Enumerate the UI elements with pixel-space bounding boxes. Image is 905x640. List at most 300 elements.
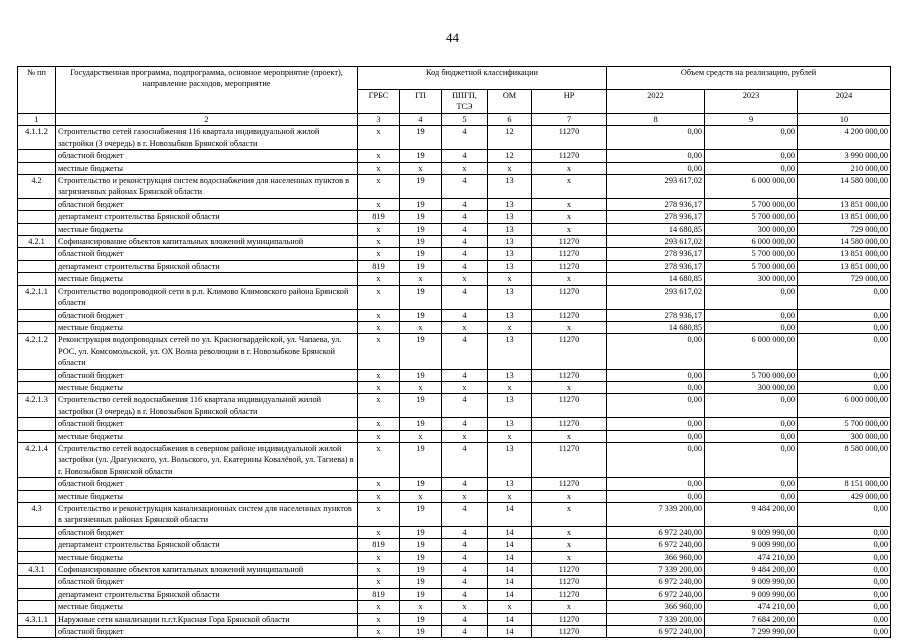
- row-name-cell: департамент строительства Брянской области: [56, 211, 358, 223]
- row-ppgp-cell: 4: [442, 613, 488, 625]
- row-2024-cell: 0,00: [798, 551, 891, 563]
- row-gp-cell: 19: [400, 236, 442, 248]
- row-2023-cell: 0,00: [705, 285, 798, 309]
- row-name-cell: областной бюджет: [56, 150, 358, 162]
- row-gp-cell: 19: [400, 211, 442, 223]
- row-nr-cell: x: [532, 503, 607, 527]
- row-nr-cell: x: [532, 601, 607, 613]
- row-ppgp-cell: 4: [442, 260, 488, 272]
- table-row: [18, 175, 891, 199]
- table-row: [18, 394, 891, 418]
- row-nr-cell: 11270: [532, 285, 607, 309]
- row-2022-cell: 366 960,00: [607, 551, 705, 563]
- row-number-cell: 4.3.1.1: [18, 613, 56, 625]
- col-number-10: 10: [798, 114, 891, 126]
- row-number-cell: 4.2.1.2: [18, 334, 56, 369]
- row-2022-cell: 6 972 240,00: [607, 626, 705, 638]
- row-nr-cell: 11270: [532, 334, 607, 369]
- row-number-cell: [18, 150, 56, 162]
- row-2022-cell: 0,00: [607, 490, 705, 502]
- row-2022-cell: 0,00: [607, 381, 705, 393]
- row-nr-cell: x: [532, 162, 607, 174]
- row-name-cell: Строительство и реконструкция систем водоснабжения для населенных пунктов в загрязненных районах Брянской области: [56, 175, 358, 199]
- row-grbs-cell: x: [358, 162, 400, 174]
- row-grbs-cell: x: [358, 321, 400, 333]
- row-name-cell: областной бюджет: [56, 418, 358, 430]
- row-2023-cell: 0,00: [705, 126, 798, 150]
- row-name-cell: Строительство сетей газоснабжения 116 квартала индивидуальной жилой застройки (3 очередь) в г. Новозыбков Брянской области: [56, 126, 358, 150]
- row-2022-cell: 0,00: [607, 162, 705, 174]
- row-2023-cell: 300 000,00: [705, 381, 798, 393]
- table-row: [18, 430, 891, 442]
- row-om-cell: 13: [488, 236, 532, 248]
- row-gp-cell: 19: [400, 175, 442, 199]
- row-name-cell: местные бюджеты: [56, 490, 358, 502]
- row-name-cell: Строительство сетей водоснабжения 116 квартала индивидуальной жилой застройки (3 очередь) в г. Новозыбков Брянской области: [56, 394, 358, 418]
- table-row: [18, 223, 891, 235]
- table-row: [18, 490, 891, 502]
- row-ppgp-cell: 4: [442, 576, 488, 588]
- row-grbs-cell: x: [358, 334, 400, 369]
- row-om-cell: x: [488, 490, 532, 502]
- row-gp-cell: x: [400, 273, 442, 285]
- row-2023-cell: 0,00: [705, 394, 798, 418]
- row-ppgp-cell: 4: [442, 503, 488, 527]
- row-2023-cell: 9 009 990,00: [705, 539, 798, 551]
- row-name-cell: Софинансирование объектов капитальных вложений муниципальной: [56, 564, 358, 576]
- row-2024-cell: 429 000,00: [798, 490, 891, 502]
- row-name-cell: областной бюджет: [56, 369, 358, 381]
- row-ppgp-cell: 4: [442, 334, 488, 369]
- row-ppgp-cell: 4: [442, 369, 488, 381]
- row-2022-cell: 6 972 240,00: [607, 526, 705, 538]
- row-grbs-cell: x: [358, 175, 400, 199]
- row-2024-cell: 3 990 000,00: [798, 150, 891, 162]
- header-num: № пп: [18, 67, 56, 114]
- row-om-cell: x: [488, 273, 532, 285]
- row-2024-cell: 0,00: [798, 576, 891, 588]
- row-2022-cell: 0,00: [607, 369, 705, 381]
- row-ppgp-cell: 4: [442, 626, 488, 638]
- table-row: [18, 198, 891, 210]
- col-number-8: 8: [607, 114, 705, 126]
- col-number-5: 5: [442, 114, 488, 126]
- row-om-cell: 14: [488, 551, 532, 563]
- row-name-cell: местные бюджеты: [56, 321, 358, 333]
- row-name-cell: местные бюджеты: [56, 601, 358, 613]
- row-number-cell: [18, 526, 56, 538]
- header-nr: НР: [532, 90, 607, 114]
- col-number-2: 2: [56, 114, 358, 126]
- row-nr-cell: 11270: [532, 576, 607, 588]
- row-ppgp-cell: 4: [442, 126, 488, 150]
- row-gp-cell: x: [400, 162, 442, 174]
- row-2022-cell: 14 680,85: [607, 223, 705, 235]
- row-om-cell: 13: [488, 309, 532, 321]
- row-nr-cell: x: [532, 381, 607, 393]
- row-gp-cell: 19: [400, 394, 442, 418]
- row-ppgp-cell: 4: [442, 418, 488, 430]
- row-number-cell: 4.2.1.3: [18, 394, 56, 418]
- row-gp-cell: x: [400, 430, 442, 442]
- row-name-cell: департамент строительства Брянской области: [56, 588, 358, 600]
- row-nr-cell: x: [532, 211, 607, 223]
- row-number-cell: [18, 588, 56, 600]
- row-gp-cell: 19: [400, 478, 442, 490]
- row-2023-cell: 7 299 990,00: [705, 626, 798, 638]
- row-2023-cell: 6 000 000,00: [705, 236, 798, 248]
- row-gp-cell: x: [400, 321, 442, 333]
- row-name-cell: областной бюджет: [56, 626, 358, 638]
- budget-table: [17, 66, 891, 638]
- row-2022-cell: 6 972 240,00: [607, 576, 705, 588]
- row-number-cell: [18, 551, 56, 563]
- table-row: [18, 576, 891, 588]
- row-number-cell: [18, 539, 56, 551]
- row-grbs-cell: x: [358, 430, 400, 442]
- row-nr-cell: x: [532, 526, 607, 538]
- row-grbs-cell: x: [358, 150, 400, 162]
- row-2022-cell: 0,00: [607, 442, 705, 477]
- row-2022-cell: 278 936,17: [607, 260, 705, 272]
- row-grbs-cell: x: [358, 126, 400, 150]
- row-nr-cell: x: [532, 198, 607, 210]
- row-nr-cell: 11270: [532, 418, 607, 430]
- row-2023-cell: 0,00: [705, 442, 798, 477]
- row-2023-cell: 474 210,00: [705, 551, 798, 563]
- row-2022-cell: 0,00: [607, 430, 705, 442]
- row-2023-cell: 0,00: [705, 418, 798, 430]
- row-name-cell: местные бюджеты: [56, 223, 358, 235]
- row-name-cell: департамент строительства Брянской области: [56, 539, 358, 551]
- row-om-cell: x: [488, 381, 532, 393]
- table-row: [18, 478, 891, 490]
- row-2024-cell: 0,00: [798, 539, 891, 551]
- row-om-cell: 13: [488, 418, 532, 430]
- table-row: [18, 369, 891, 381]
- row-ppgp-cell: 4: [442, 394, 488, 418]
- table-row: [18, 321, 891, 333]
- row-2023-cell: 0,00: [705, 309, 798, 321]
- row-gp-cell: x: [400, 381, 442, 393]
- col-number-7: 7: [532, 114, 607, 126]
- row-2024-cell: 0,00: [798, 503, 891, 527]
- row-number-cell: [18, 626, 56, 638]
- row-ppgp-cell: 4: [442, 588, 488, 600]
- row-grbs-cell: x: [358, 223, 400, 235]
- table-row: [18, 162, 891, 174]
- table-row: [18, 273, 891, 285]
- table-row: [18, 442, 891, 477]
- row-2024-cell: 0,00: [798, 601, 891, 613]
- row-grbs-cell: x: [358, 285, 400, 309]
- row-2023-cell: 6 000 000,00: [705, 175, 798, 199]
- row-2023-cell: 9 484 200,00: [705, 564, 798, 576]
- row-number-cell: [18, 381, 56, 393]
- row-gp-cell: x: [400, 490, 442, 502]
- row-2023-cell: 300 000,00: [705, 223, 798, 235]
- row-om-cell: 14: [488, 526, 532, 538]
- row-ppgp-cell: x: [442, 601, 488, 613]
- table-row: [18, 601, 891, 613]
- row-nr-cell: 11270: [532, 248, 607, 260]
- row-number-cell: [18, 223, 56, 235]
- table-row: [18, 126, 891, 150]
- row-2022-cell: 7 339 200,00: [607, 564, 705, 576]
- row-nr-cell: 11270: [532, 260, 607, 272]
- row-name-cell: местные бюджеты: [56, 551, 358, 563]
- row-nr-cell: 11270: [532, 564, 607, 576]
- row-2024-cell: 0,00: [798, 309, 891, 321]
- row-2024-cell: 0,00: [798, 588, 891, 600]
- row-name-cell: областной бюджет: [56, 248, 358, 260]
- row-2022-cell: 7 339 200,00: [607, 503, 705, 527]
- row-om-cell: x: [488, 321, 532, 333]
- row-name-cell: Строительство и реконструкция канализационных систем для населенных пунктов в загрязненных районах Брянской области: [56, 503, 358, 527]
- row-grbs-cell: x: [358, 478, 400, 490]
- row-om-cell: 12: [488, 150, 532, 162]
- row-om-cell: 13: [488, 478, 532, 490]
- row-name-cell: департамент строительства Брянской области: [56, 260, 358, 272]
- header-om: ОМ: [488, 90, 532, 114]
- row-2023-cell: 0,00: [705, 490, 798, 502]
- row-nr-cell: 11270: [532, 588, 607, 600]
- row-2022-cell: 0,00: [607, 478, 705, 490]
- row-2023-cell: 5 700 000,00: [705, 211, 798, 223]
- row-grbs-cell: 819: [358, 539, 400, 551]
- row-grbs-cell: x: [358, 381, 400, 393]
- row-om-cell: 14: [488, 626, 532, 638]
- col-number-6: 6: [488, 114, 532, 126]
- header-name: Государственная программа, подпрограмма, основное мероприятие (проект), направление расходов, мероприятие: [56, 67, 358, 114]
- row-2024-cell: 0,00: [798, 613, 891, 625]
- col-number-3: 3: [358, 114, 400, 126]
- table-body: [18, 126, 891, 638]
- row-number-cell: [18, 576, 56, 588]
- row-number-cell: 4.3.1: [18, 564, 56, 576]
- row-gp-cell: 19: [400, 260, 442, 272]
- row-name-cell: областной бюджет: [56, 309, 358, 321]
- row-2023-cell: 6 000 000,00: [705, 334, 798, 369]
- row-2023-cell: 5 700 000,00: [705, 260, 798, 272]
- row-2024-cell: 14 580 000,00: [798, 236, 891, 248]
- row-2024-cell: 13 851 000,00: [798, 248, 891, 260]
- col-number-1: 1: [18, 114, 56, 126]
- row-nr-cell: 11270: [532, 309, 607, 321]
- header-2023: 2023: [705, 90, 798, 114]
- row-grbs-cell: x: [358, 369, 400, 381]
- table-row: [18, 334, 891, 369]
- row-2022-cell: 0,00: [607, 126, 705, 150]
- row-number-cell: 4.2: [18, 175, 56, 199]
- row-nr-cell: x: [532, 223, 607, 235]
- row-om-cell: 13: [488, 260, 532, 272]
- row-om-cell: x: [488, 162, 532, 174]
- row-ppgp-cell: x: [442, 430, 488, 442]
- row-name-cell: областной бюджет: [56, 576, 358, 588]
- row-om-cell: 13: [488, 198, 532, 210]
- row-2024-cell: 0,00: [798, 626, 891, 638]
- row-2022-cell: 278 936,17: [607, 309, 705, 321]
- row-number-cell: [18, 248, 56, 260]
- table-row: [18, 260, 891, 272]
- table-row: [18, 418, 891, 430]
- row-2024-cell: 13 851 000,00: [798, 198, 891, 210]
- row-grbs-cell: x: [358, 576, 400, 588]
- header-gp: ГП: [400, 90, 442, 114]
- row-ppgp-cell: 4: [442, 198, 488, 210]
- header-ppgp: ППГП, ТСЭ: [442, 90, 488, 114]
- row-om-cell: 13: [488, 175, 532, 199]
- row-grbs-cell: x: [358, 601, 400, 613]
- row-grbs-cell: 819: [358, 211, 400, 223]
- row-ppgp-cell: 4: [442, 236, 488, 248]
- row-nr-cell: x: [532, 273, 607, 285]
- row-2024-cell: 0,00: [798, 285, 891, 309]
- table-row: [18, 381, 891, 393]
- row-2024-cell: 210 000,00: [798, 162, 891, 174]
- row-om-cell: x: [488, 601, 532, 613]
- row-name-cell: областной бюджет: [56, 478, 358, 490]
- row-nr-cell: 11270: [532, 236, 607, 248]
- row-2023-cell: 5 700 000,00: [705, 198, 798, 210]
- row-grbs-cell: 819: [358, 260, 400, 272]
- row-gp-cell: 19: [400, 334, 442, 369]
- row-name-cell: областной бюджет: [56, 526, 358, 538]
- row-gp-cell: 19: [400, 551, 442, 563]
- table-row: [18, 613, 891, 625]
- table-row: [18, 526, 891, 538]
- header-grbs: ГРБС: [358, 90, 400, 114]
- row-gp-cell: 19: [400, 626, 442, 638]
- table-row: [18, 236, 891, 248]
- row-nr-cell: x: [532, 551, 607, 563]
- row-name-cell: Софинансирование объектов капитальных вложений муниципальной: [56, 236, 358, 248]
- row-ppgp-cell: 4: [442, 442, 488, 477]
- row-grbs-cell: x: [358, 309, 400, 321]
- row-2022-cell: 293 617,02: [607, 285, 705, 309]
- row-2023-cell: 5 700 000,00: [705, 248, 798, 260]
- row-nr-cell: 11270: [532, 442, 607, 477]
- row-2024-cell: 5 700 000,00: [798, 418, 891, 430]
- row-gp-cell: 19: [400, 223, 442, 235]
- row-nr-cell: x: [532, 539, 607, 551]
- row-2024-cell: 0,00: [798, 526, 891, 538]
- row-name-cell: Строительство водопроводной сети в р.п. Климово Климовского района Брянской области: [56, 285, 358, 309]
- row-number-cell: 4.1.1.2: [18, 126, 56, 150]
- row-2023-cell: 9 009 990,00: [705, 576, 798, 588]
- row-gp-cell: 19: [400, 309, 442, 321]
- row-ppgp-cell: 4: [442, 211, 488, 223]
- row-name-cell: местные бюджеты: [56, 162, 358, 174]
- row-2023-cell: 300 000,00: [705, 273, 798, 285]
- row-gp-cell: 19: [400, 503, 442, 527]
- row-name-cell: местные бюджеты: [56, 430, 358, 442]
- row-number-cell: 4.2.1: [18, 236, 56, 248]
- row-gp-cell: 19: [400, 588, 442, 600]
- row-nr-cell: 11270: [532, 626, 607, 638]
- row-2023-cell: 0,00: [705, 430, 798, 442]
- row-number-cell: [18, 418, 56, 430]
- row-2022-cell: 0,00: [607, 418, 705, 430]
- row-2023-cell: 474 210,00: [705, 601, 798, 613]
- row-2024-cell: 300 000,00: [798, 430, 891, 442]
- row-2022-cell: 6 972 240,00: [607, 539, 705, 551]
- row-ppgp-cell: x: [442, 381, 488, 393]
- row-2024-cell: 0,00: [798, 334, 891, 369]
- row-grbs-cell: x: [358, 551, 400, 563]
- row-om-cell: 13: [488, 223, 532, 235]
- row-2022-cell: 0,00: [607, 150, 705, 162]
- row-grbs-cell: x: [358, 198, 400, 210]
- row-2024-cell: 6 000 000,00: [798, 394, 891, 418]
- row-om-cell: 14: [488, 503, 532, 527]
- row-2024-cell: 0,00: [798, 381, 891, 393]
- row-grbs-cell: x: [358, 248, 400, 260]
- col-number-9: 9: [705, 114, 798, 126]
- row-number-cell: [18, 273, 56, 285]
- col-number-4: 4: [400, 114, 442, 126]
- row-2022-cell: 293 617,02: [607, 175, 705, 199]
- row-ppgp-cell: x: [442, 162, 488, 174]
- row-gp-cell: 19: [400, 576, 442, 588]
- page-number: 44: [446, 30, 459, 45]
- row-nr-cell: 11270: [532, 369, 607, 381]
- table-row: [18, 626, 891, 638]
- row-om-cell: 13: [488, 334, 532, 369]
- row-gp-cell: 19: [400, 526, 442, 538]
- row-2024-cell: 0,00: [798, 369, 891, 381]
- table-row: [18, 309, 891, 321]
- row-number-cell: [18, 490, 56, 502]
- header-funds-group: Объем средств на реализацию, рублей: [607, 67, 891, 90]
- row-name-cell: Наружные сети канализации п.г.т.Красная Гора Брянской области: [56, 613, 358, 625]
- row-ppgp-cell: x: [442, 490, 488, 502]
- row-2024-cell: 8 580 000,00: [798, 442, 891, 477]
- row-om-cell: 14: [488, 613, 532, 625]
- row-om-cell: 13: [488, 211, 532, 223]
- table-row: [18, 248, 891, 260]
- row-gp-cell: 19: [400, 126, 442, 150]
- row-name-cell: местные бюджеты: [56, 381, 358, 393]
- row-ppgp-cell: 4: [442, 223, 488, 235]
- table-row: [18, 539, 891, 551]
- row-2023-cell: 9 009 990,00: [705, 588, 798, 600]
- row-number-cell: [18, 430, 56, 442]
- header-kbk-group: Код бюджетной классификации: [358, 67, 607, 90]
- row-gp-cell: 19: [400, 248, 442, 260]
- row-ppgp-cell: 4: [442, 526, 488, 538]
- row-number-cell: [18, 321, 56, 333]
- row-gp-cell: 19: [400, 150, 442, 162]
- row-2024-cell: 14 580 000,00: [798, 175, 891, 199]
- row-number-cell: 4.2.1.1: [18, 285, 56, 309]
- row-2022-cell: 14 680,85: [607, 273, 705, 285]
- row-om-cell: 13: [488, 248, 532, 260]
- row-nr-cell: 11270: [532, 126, 607, 150]
- row-number-cell: [18, 478, 56, 490]
- row-gp-cell: 19: [400, 539, 442, 551]
- row-om-cell: 13: [488, 285, 532, 309]
- row-number-cell: [18, 601, 56, 613]
- row-om-cell: 13: [488, 394, 532, 418]
- row-om-cell: 13: [488, 442, 532, 477]
- row-grbs-cell: x: [358, 418, 400, 430]
- row-2024-cell: 4 200 000,00: [798, 126, 891, 150]
- row-2023-cell: 0,00: [705, 150, 798, 162]
- row-2022-cell: 0,00: [607, 334, 705, 369]
- row-2022-cell: 6 972 240,00: [607, 588, 705, 600]
